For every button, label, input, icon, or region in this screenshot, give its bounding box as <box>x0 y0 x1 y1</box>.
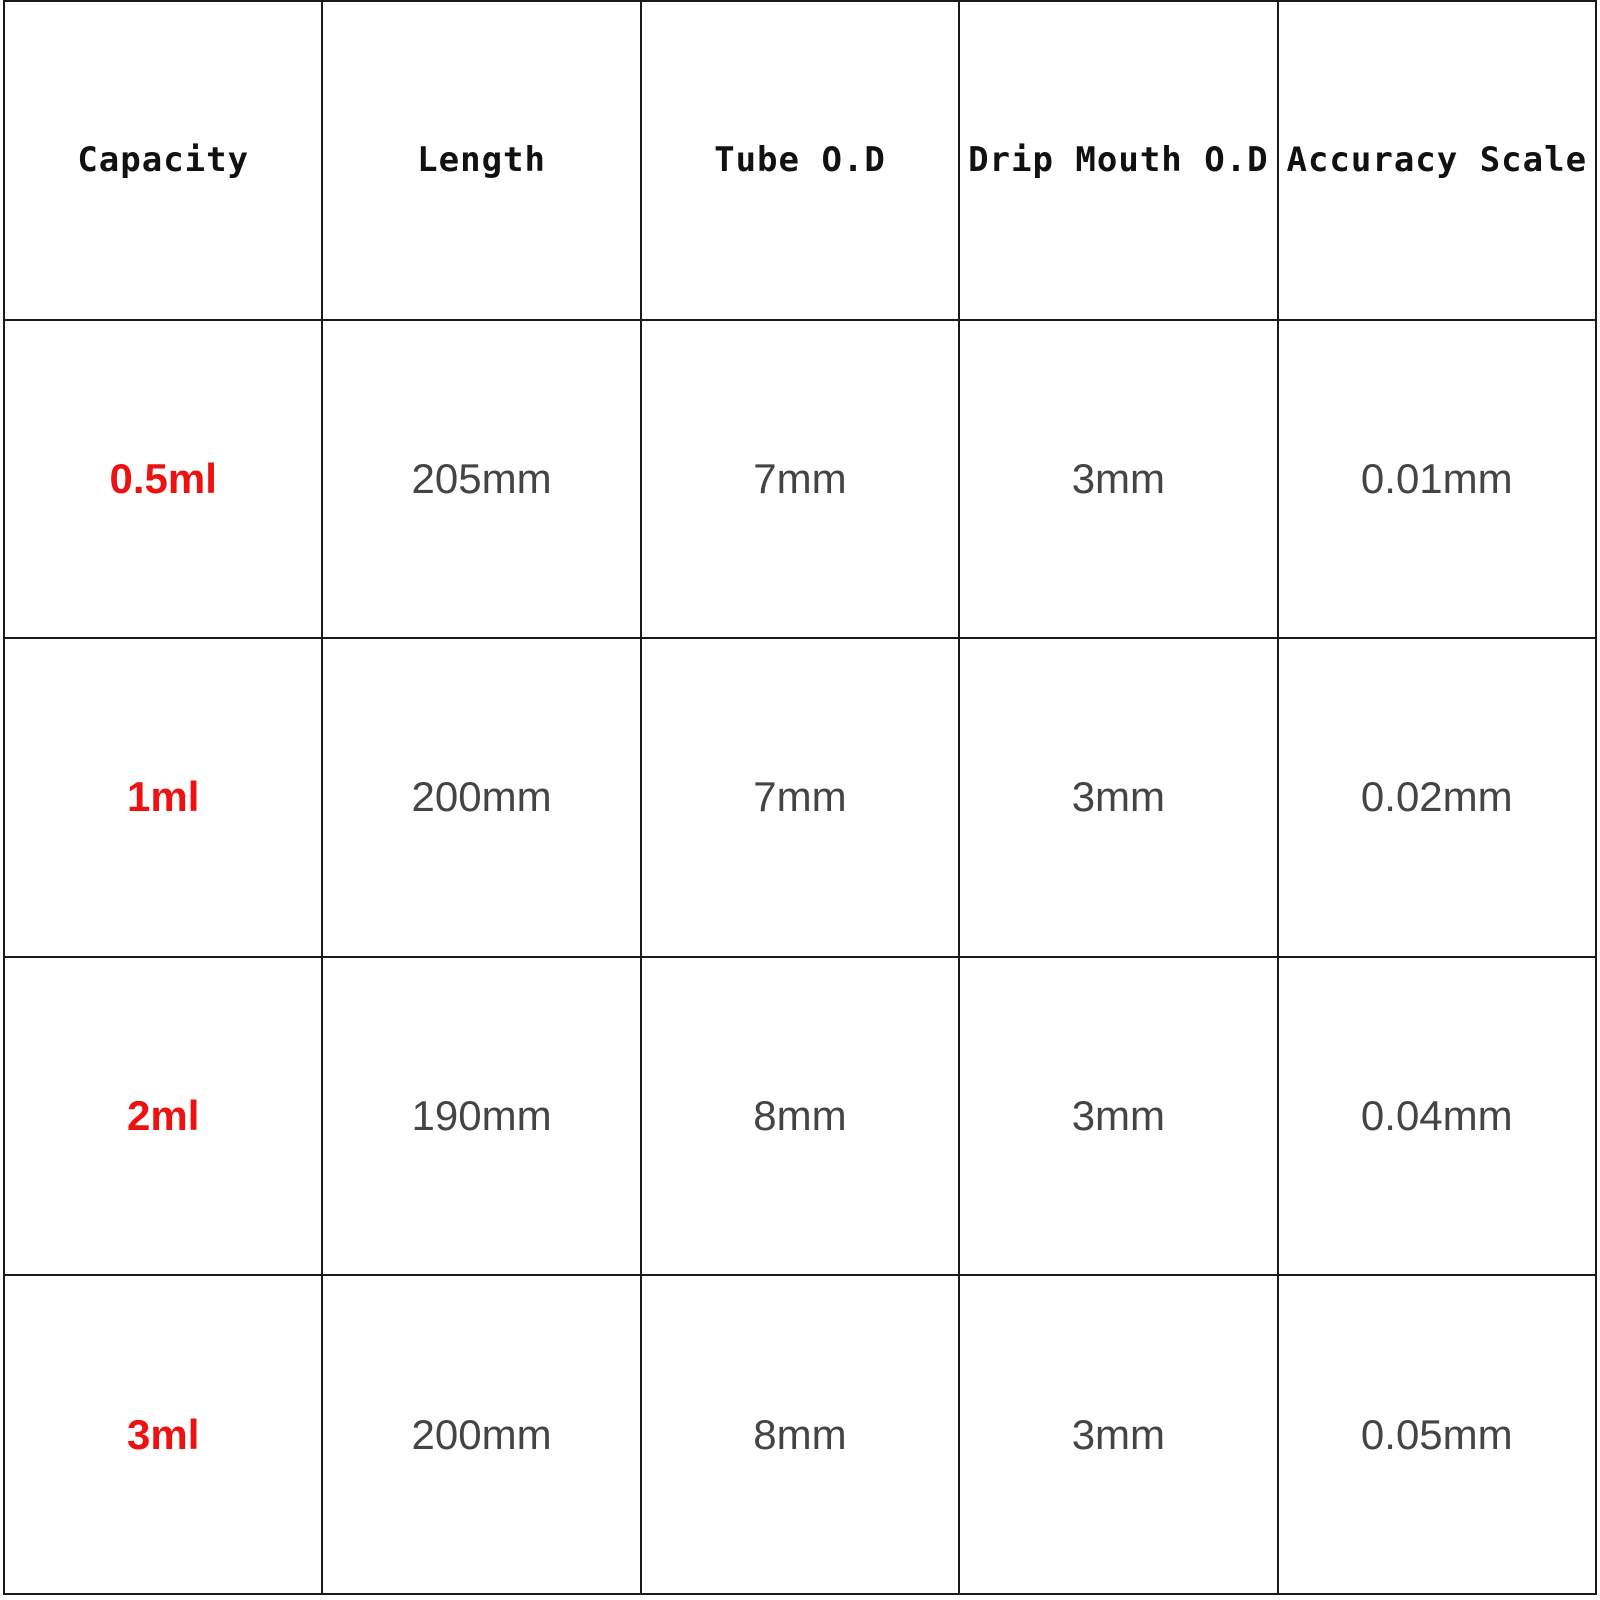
header-accuracy-scale: Accuracy Scale <box>1278 1 1596 320</box>
capacity-cell: 3ml <box>4 1275 322 1594</box>
drip-mouth-od-cell: 3mm <box>959 1275 1277 1594</box>
capacity-cell: 1ml <box>4 638 322 957</box>
capacity-cell: 0.5ml <box>4 320 322 639</box>
header-drip-mouth-od: Drip Mouth O.D <box>959 1 1277 320</box>
accuracy-scale-cell: 0.01mm <box>1278 320 1596 639</box>
accuracy-scale-cell: 0.04mm <box>1278 957 1596 1276</box>
table-row <box>4 320 1596 639</box>
specification-table <box>3 0 1597 1595</box>
capacity-cell: 2ml <box>4 957 322 1276</box>
tube-od-cell: 7mm <box>641 320 959 639</box>
table-row <box>4 638 1596 957</box>
header-tube-od: Tube O.D <box>641 1 959 320</box>
length-cell: 190mm <box>322 957 640 1276</box>
accuracy-scale-cell: 0.02mm <box>1278 638 1596 957</box>
table-row <box>4 1275 1596 1594</box>
length-cell: 200mm <box>322 638 640 957</box>
length-cell: 205mm <box>322 320 640 639</box>
header-length: Length <box>322 1 640 320</box>
length-cell: 200mm <box>322 1275 640 1594</box>
tube-od-cell: 7mm <box>641 638 959 957</box>
tube-od-cell: 8mm <box>641 1275 959 1594</box>
accuracy-scale-cell: 0.05mm <box>1278 1275 1596 1594</box>
tube-od-cell: 8mm <box>641 957 959 1276</box>
header-capacity: Capacity <box>4 1 322 320</box>
drip-mouth-od-cell: 3mm <box>959 957 1277 1276</box>
table-row <box>4 957 1596 1276</box>
header-row <box>4 1 1596 320</box>
drip-mouth-od-cell: 3mm <box>959 320 1277 639</box>
drip-mouth-od-cell: 3mm <box>959 638 1277 957</box>
